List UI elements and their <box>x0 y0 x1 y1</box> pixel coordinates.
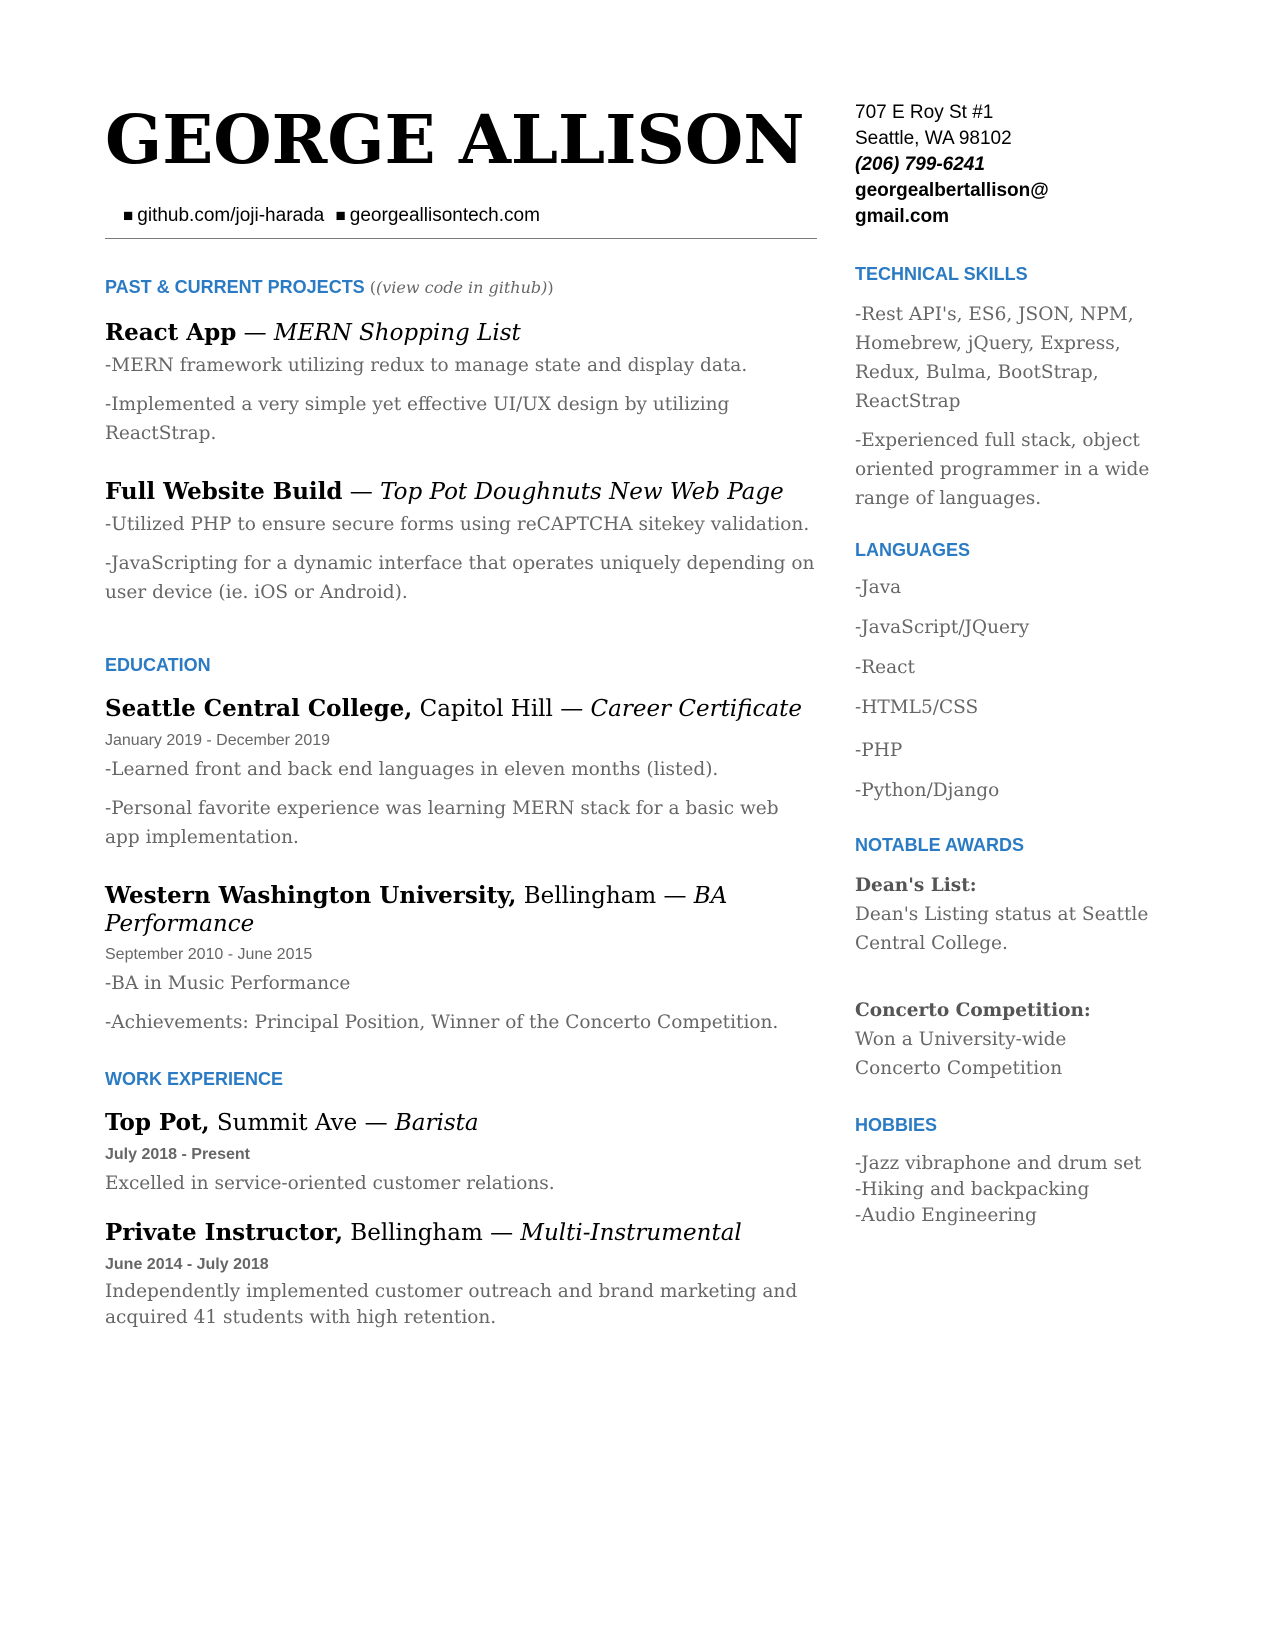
profile-links <box>105 204 817 228</box>
projects-note: ((view code in github)) <box>369 278 554 297</box>
project-bullet: -MERN framework utilizing redux to manage state and display data. <box>105 355 748 376</box>
hobby-item: -Audio Engineering <box>855 1205 1037 1226</box>
award-title: Concerto Competition: <box>855 1000 1091 1021</box>
award-description: Dean's Listing status at Seattle Central College. <box>855 904 1149 954</box>
address-line: 707 E Roy St #1 <box>855 102 994 123</box>
work-title <box>105 1218 817 1248</box>
languages-list <box>855 573 1155 805</box>
title-separator: — <box>236 320 274 346</box>
project-name: React App <box>105 319 237 346</box>
square-bullet-icon: ■ <box>335 206 346 225</box>
projects-heading-text: PAST & CURRENT PROJECTS <box>105 277 365 297</box>
education-title <box>105 694 817 724</box>
award-entry <box>855 996 1155 1083</box>
hobbies-list <box>855 1151 1155 1229</box>
work-description: Excelled in service-oriented customer relations. <box>105 1173 555 1194</box>
job-role: Multi-Instrumental <box>520 1220 742 1246</box>
work-description: Independently implemented customer outreach and brand marketing and acquired 41 students with high retention. <box>105 1281 798 1328</box>
language-item: -Python/Django <box>855 780 1000 801</box>
address-line: Seattle, WA 98102 <box>855 128 1012 149</box>
hobbies-heading: HOBBIES <box>855 1115 938 1135</box>
skills-heading: TECHNICAL SKILLS <box>855 264 1028 284</box>
degree: Career Certificate <box>590 696 802 722</box>
education-bullet: -Achievements: Principal Position, Winner of the Concerto Competition. <box>105 1012 779 1033</box>
work-entry <box>105 1218 817 1331</box>
email-address[interactable] <box>855 178 1155 230</box>
award-description: Won a University-wide Concerto Competition <box>855 1029 1067 1079</box>
project-bullet: -JavaScripting for a dynamic interface that operates uniquely depending on user device (ie. iOS or Android). <box>105 553 815 603</box>
language-item: -HTML5/CSS <box>855 697 979 718</box>
sidebar-column <box>855 100 1155 1229</box>
award-title: Dean's List: <box>855 875 977 896</box>
project-bullet: -Implemented a very simple yet effective UI/UX design by utilizing ReactStrap. <box>105 394 730 444</box>
work-title <box>105 1108 817 1138</box>
language-item: -React <box>855 657 915 678</box>
language-item: -PHP <box>855 740 903 761</box>
school-name: Seattle Central College, <box>105 695 413 722</box>
award-entry <box>855 871 1155 958</box>
header-divider <box>105 238 817 239</box>
work-heading: WORK EXPERIENCE <box>105 1069 284 1089</box>
project-subtitle: Top Pot Doughnuts New Web Page <box>380 479 784 505</box>
hobby-item: -Jazz vibraphone and drum set <box>855 1153 1142 1174</box>
employer-name: Private Instructor, <box>105 1219 343 1246</box>
education-dates: September 2010 - June 2015 <box>105 946 313 963</box>
website-link[interactable]: georgeallisontech.com <box>349 205 540 226</box>
hobby-item: -Hiking and backpacking <box>855 1179 1090 1200</box>
education-bullet: -Learned front and back end languages in eleven months (listed). <box>105 759 719 780</box>
project-bullet: -Utilized PHP to ensure secure forms using reCAPTCHA sitekey validation. <box>105 514 810 535</box>
phone-number[interactable]: (206) 799-6241 <box>855 154 985 175</box>
employer-location: Summit Ave — <box>209 1110 395 1136</box>
education-heading: EDUCATION <box>105 655 211 675</box>
education-title <box>105 882 817 938</box>
square-bullet-icon: ■ <box>123 206 134 225</box>
education-bullet: -BA in Music Performance <box>105 973 351 994</box>
work-entry <box>105 1108 817 1198</box>
contact-block <box>855 100 1155 230</box>
awards-heading: NOTABLE AWARDS <box>855 835 1024 855</box>
project-title <box>105 318 817 348</box>
school-location: Capitol Hill — <box>412 696 591 722</box>
github-link[interactable]: github.com/joji-harada <box>137 205 325 226</box>
projects-heading <box>105 275 817 300</box>
education-bullet: -Personal favorite experience was learning MERN stack for a basic web app implementation. <box>105 798 779 848</box>
school-location: Bellingham — <box>516 883 694 909</box>
work-dates: July 2018 - Present <box>105 1146 250 1163</box>
employer-name: Top Pot, <box>105 1109 210 1136</box>
projects-note-text: (view code in github) <box>375 278 548 297</box>
project-entry <box>105 477 817 607</box>
language-item: -Java <box>855 577 902 598</box>
languages-heading: LANGUAGES <box>855 540 971 560</box>
project-entry <box>105 318 817 448</box>
project-title <box>105 477 817 507</box>
school-name: Western Washington University, <box>105 882 517 909</box>
education-entry <box>105 694 817 852</box>
project-name: Full Website Build <box>105 478 343 505</box>
main-column <box>105 100 817 1331</box>
email-line: gmail.com <box>855 206 949 227</box>
job-role: Barista <box>394 1110 479 1136</box>
title-separator: — <box>342 479 381 505</box>
email-line: georgealbertallison@ <box>855 180 1049 201</box>
employer-location: Bellingham — <box>343 1220 521 1246</box>
degree: BA Performance <box>105 883 728 937</box>
skills-paragraph: -Experienced full stack, object oriented programmer in a wide range of languages. <box>855 430 1150 509</box>
skills-paragraph: -Rest API's, ES6, JSON, NPM, Homebrew, jQuery, Express, Redux, Bulma, BootStrap, ReactStrap <box>855 304 1134 412</box>
work-dates: June 2014 - July 2018 <box>105 1256 269 1273</box>
language-item: -JavaScript/JQuery <box>855 617 1030 638</box>
resume-name: GEORGE ALLISON <box>105 100 805 179</box>
education-entry <box>105 882 817 1037</box>
education-dates: January 2019 - December 2019 <box>105 732 331 749</box>
project-subtitle: MERN Shopping List <box>273 320 521 346</box>
